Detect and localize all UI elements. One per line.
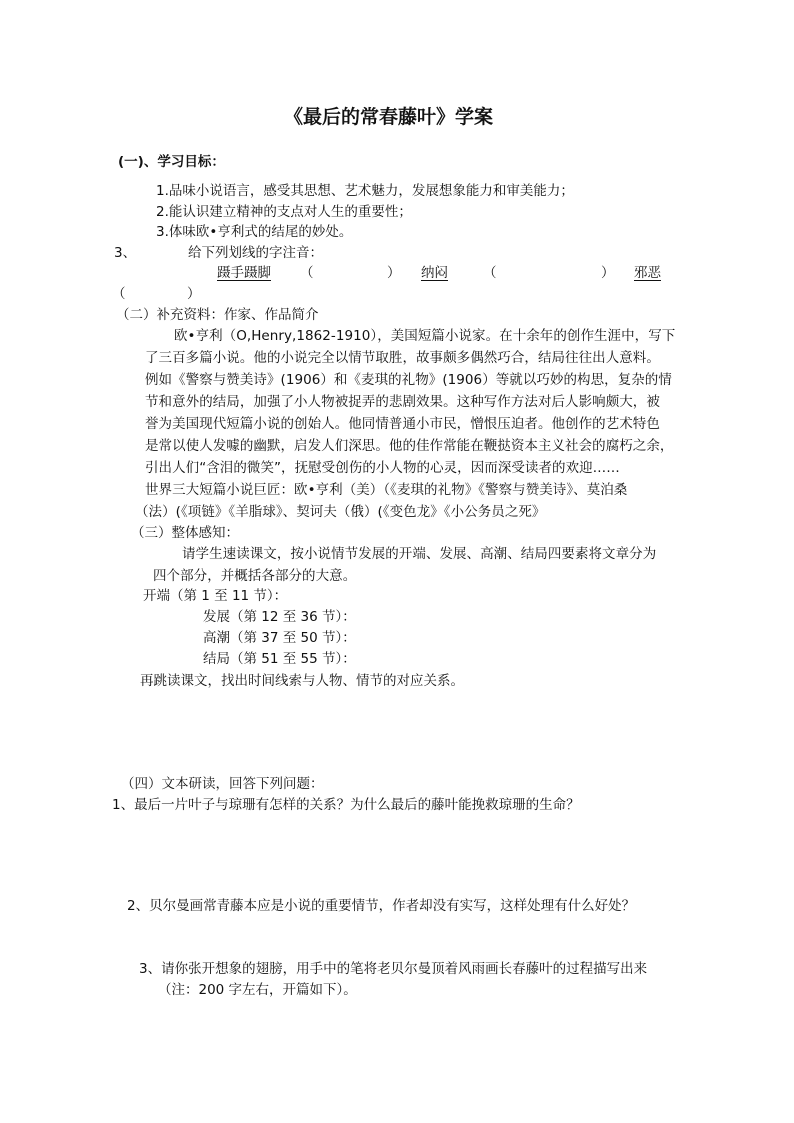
pinyin-paren-close-2: ） [601,265,615,281]
pinyin-word-3: 邪恶 [634,265,661,281]
question-1: 1、最后一片叶子与琼珊有怎样的关系？为什么最后的藤叶能挽救琼珊的生命？ [112,797,580,813]
pinyin-paren-open-3: （ [112,286,126,302]
reading-instruction-line-1: 请学生速读课文，按小说情节发展的开端、发展、高潮、结局四要素将文章分为 [182,546,657,562]
pinyin-word-2: 纳闷 [421,265,448,281]
question-3-line-1: 3、请你张开想象的翅膀，用手中的笔将老贝尔曼顶着风雨画长春藤叶的过程描写出来 [139,961,648,977]
goal-1: 1.品味小说语言，感受其思想、艺术魅力，发展想象能力和审美能力； [156,183,574,199]
pinyin-paren-close-1: ） [387,265,401,281]
author-bio-line-6: 是常以使人发噱的幽默，启发人们深思。他的佳作常能在鞭挞资本主义社会的腐朽之余， [145,438,674,454]
section-2-heading: （二）补充资料：作家、作品简介 [116,307,319,323]
pinyin-instruction: 给下列划线的字注音： [188,245,323,261]
timeline-instruction: 再跳读课文，找出时间线索与人物、情节的对应关系。 [140,673,464,689]
section-3-heading: （三）整体感知： [131,525,239,541]
author-bio-line-7: 引出人们“含泪的微笑”，抚慰受创伤的小人物的心灵，因而深受读者的欢迎…… [145,460,620,476]
goal-3: 3.体味欧•亨利式的结尾的妙处。 [156,224,353,240]
question-3-line-2: （注：200 字左右，开篇如下）。 [158,982,357,998]
masters-line-2: （法）(《项链》《羊脂球》、契诃夫（俄）(《变色龙》《小公务员之死》 [135,504,546,520]
goal-2: 2.能认识建立精神的支点对人生的重要性； [156,204,412,220]
masters-line-1: 世界三大短篇小说巨匠：欧•亨利（美）（《麦琪的礼物》《警察与赞美诗》、莫泊桑 [145,482,628,498]
author-bio-line-5: 誉为美国现代短篇小说的创始人。他同情普通小市民，憎恨压迫者。他创作的艺术特色 [145,416,660,432]
pinyin-number: 3、 [114,245,137,261]
pinyin-paren-open-1: （ [300,265,314,281]
author-bio-line-4: 节和意外的结局，加强了小人物被捉弄的悲剧效果。这种写作方法对后人影响颇大，被 [145,394,660,410]
author-bio-line-2: 了三百多篇小说。他的小说完全以情节取胜，故事颇多偶然巧合，结局往往出人意料。 [145,350,660,366]
pinyin-paren-close-3: ） [187,286,201,302]
page-title: 《最后的常春藤叶》学案 [284,106,494,128]
reading-instruction-line-2: 四个部分，并概括各部分的大意。 [153,568,357,584]
plot-part-opening: 开端（第 1 至 11 节）： [143,588,288,604]
plot-part-development: 发展（第 12 至 36 节）： [203,609,356,625]
section-1-heading: (一)、学习目标： [118,154,225,170]
author-bio-line-1: 欧•亨利（O,Henry,1862-1910），美国短篇小说家。在十余年的创作生涯中，写下 [174,328,676,344]
plot-part-ending: 结局（第 51 至 55 节）： [203,651,356,667]
section-4-heading: （四）文本研读，回答下列问题： [121,776,324,792]
pinyin-paren-open-2: （ [483,265,497,281]
author-bio-line-3: 例如《警察与赞美诗》(1906）和《麦琪的礼物》(1906）等就以巧妙的构思，复杂的情 [145,372,672,388]
pinyin-word-1: 蹑手蹑脚 [217,265,271,281]
question-2: 2、贝尔曼画常青藤本应是小说的重要情节，作者却没有实写，这样处理有什么好处？ [127,898,636,914]
plot-part-climax: 高潮（第 37 至 50 节）： [203,630,356,646]
